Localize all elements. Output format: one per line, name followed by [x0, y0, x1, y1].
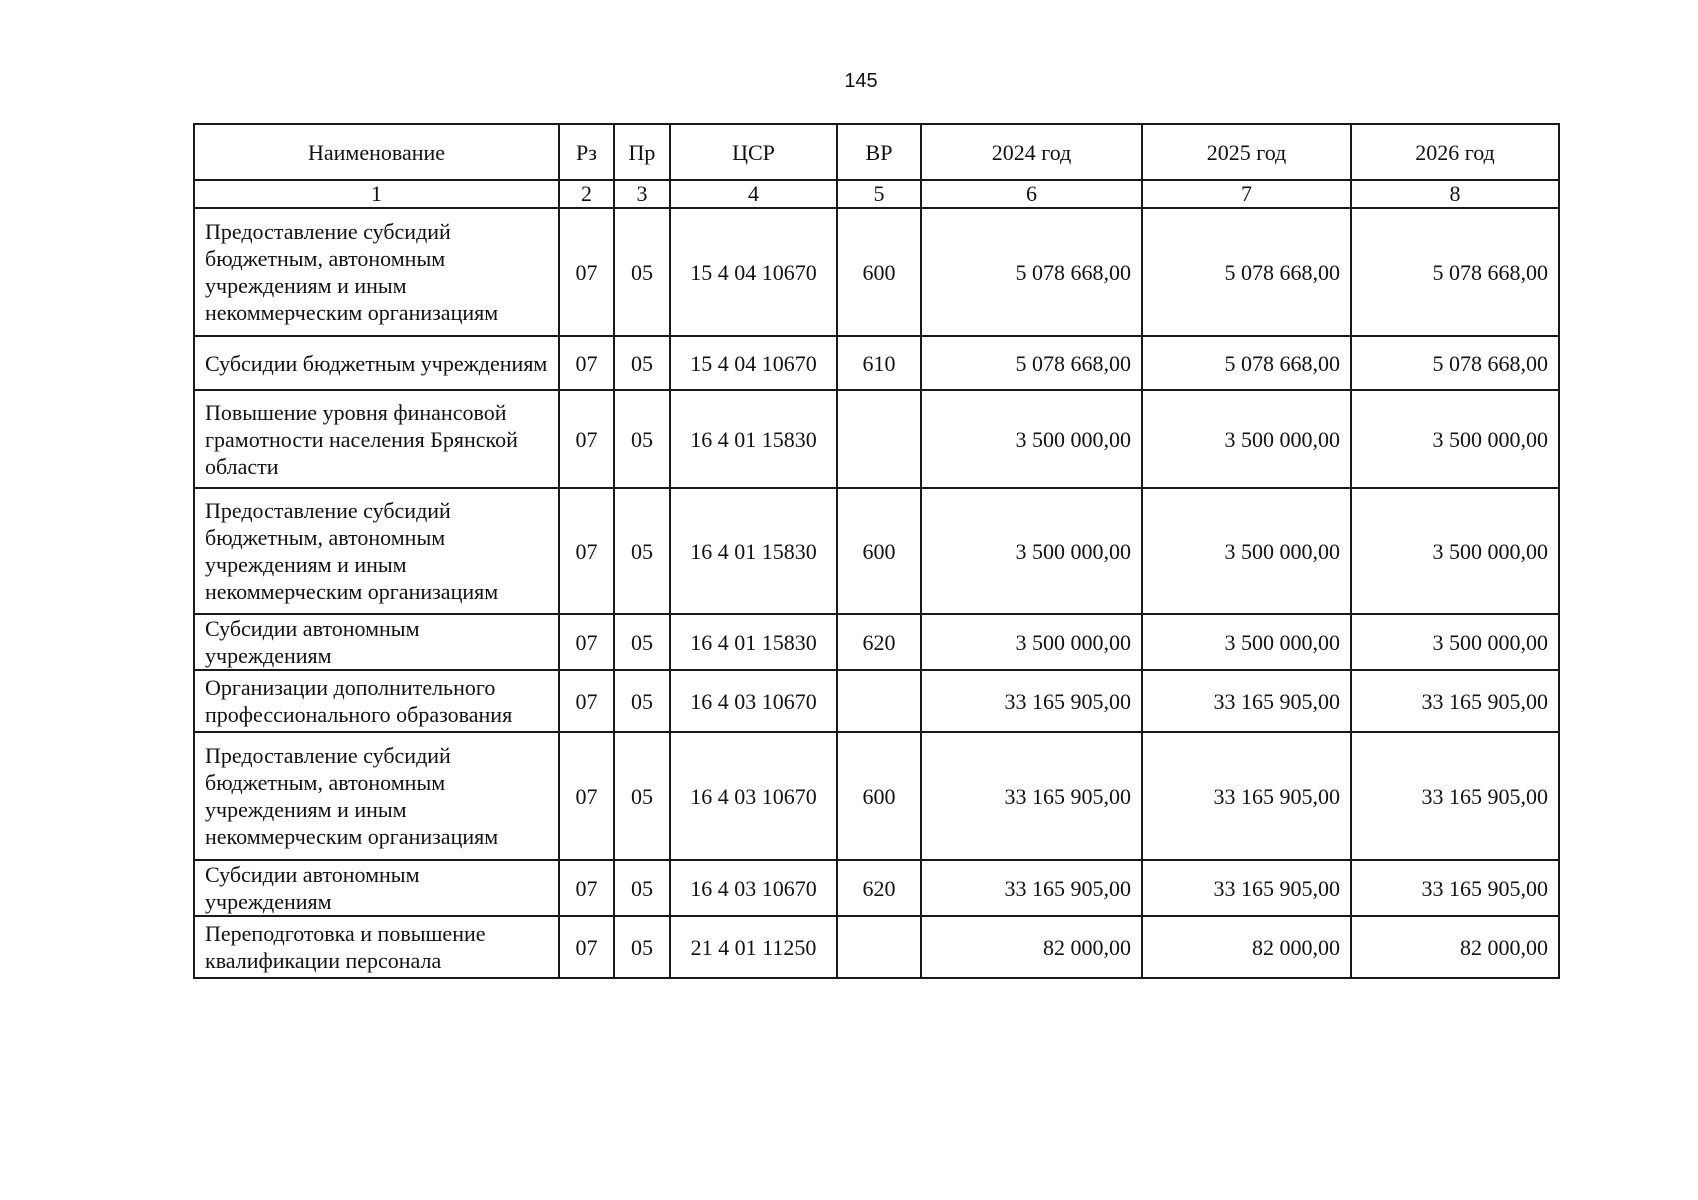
page-number: 145 [844, 70, 878, 92]
row-amount-2026: 82 000,00 [1351, 916, 1559, 978]
row-vr: 620 [837, 860, 921, 916]
row-csr: 21 4 01 11250 [670, 916, 837, 978]
row-amount-2026: 5 078 668,00 [1351, 208, 1559, 336]
row-name: Предоставление субсидий бюджетным, автономным учреждениям и иным некоммерческим организациям [194, 732, 559, 860]
row-vr: 600 [837, 732, 921, 860]
table-row [194, 670, 1559, 732]
row-rz: 07 [559, 336, 614, 390]
row-amount-2024: 3 500 000,00 [921, 390, 1142, 488]
row-name: Организации дополнительного профессионального образования [194, 670, 559, 732]
row-vr: 620 [837, 614, 921, 670]
header-vr: ВР [837, 124, 921, 180]
row-rz: 07 [559, 614, 614, 670]
row-amount-2026: 33 165 905,00 [1351, 860, 1559, 916]
row-pr: 05 [614, 614, 670, 670]
row-amount-2024: 33 165 905,00 [921, 860, 1142, 916]
row-amount-2024: 5 078 668,00 [921, 208, 1142, 336]
row-rz: 07 [559, 670, 614, 732]
row-csr: 16 4 03 10670 [670, 860, 837, 916]
row-amount-2024: 33 165 905,00 [921, 670, 1142, 732]
row-amount-2024: 33 165 905,00 [921, 732, 1142, 860]
row-csr: 15 4 04 10670 [670, 208, 837, 336]
header-rz: Рз [559, 124, 614, 180]
table-row [194, 732, 1559, 860]
row-amount-2025: 33 165 905,00 [1142, 732, 1351, 860]
row-name: Предоставление субсидий бюджетным, автономным учреждениям и иным некоммерческим организациям [194, 488, 559, 614]
row-amount-2024: 3 500 000,00 [921, 488, 1142, 614]
row-name: Субсидии автономным учреждениям [194, 860, 559, 916]
row-vr [837, 390, 921, 488]
header-row [194, 124, 1559, 180]
column-number: 4 [670, 180, 837, 208]
column-number: 7 [1142, 180, 1351, 208]
row-amount-2025: 33 165 905,00 [1142, 860, 1351, 916]
row-amount-2026: 5 078 668,00 [1351, 336, 1559, 390]
row-rz: 07 [559, 488, 614, 614]
row-pr: 05 [614, 860, 670, 916]
column-number-row [194, 180, 1559, 208]
table-row [194, 916, 1559, 978]
header-csr: ЦСР [670, 124, 837, 180]
table-row [194, 390, 1559, 488]
row-name: Субсидии автономным учреждениям [194, 614, 559, 670]
row-amount-2025: 5 078 668,00 [1142, 336, 1351, 390]
row-name: Повышение уровня финансовой грамотности населения Брянской области [194, 390, 559, 488]
row-rz: 07 [559, 916, 614, 978]
row-csr: 16 4 01 15830 [670, 614, 837, 670]
row-rz: 07 [559, 390, 614, 488]
row-amount-2026: 3 500 000,00 [1351, 614, 1559, 670]
column-number: 6 [921, 180, 1142, 208]
row-pr: 05 [614, 336, 670, 390]
row-amount-2024: 3 500 000,00 [921, 614, 1142, 670]
row-vr: 600 [837, 488, 921, 614]
row-csr: 16 4 03 10670 [670, 670, 837, 732]
row-amount-2025: 33 165 905,00 [1142, 670, 1351, 732]
table-row [194, 614, 1559, 670]
row-pr: 05 [614, 208, 670, 336]
row-vr [837, 916, 921, 978]
row-pr: 05 [614, 390, 670, 488]
row-csr: 16 4 03 10670 [670, 732, 837, 860]
row-pr: 05 [614, 916, 670, 978]
row-rz: 07 [559, 208, 614, 336]
row-vr: 610 [837, 336, 921, 390]
header-2024: 2024 год [921, 124, 1142, 180]
header-2026: 2026 год [1351, 124, 1559, 180]
header-name: Наименование [194, 124, 559, 180]
row-pr: 05 [614, 488, 670, 614]
row-pr: 05 [614, 670, 670, 732]
row-amount-2025: 3 500 000,00 [1142, 614, 1351, 670]
row-amount-2025: 3 500 000,00 [1142, 488, 1351, 614]
column-number: 5 [837, 180, 921, 208]
column-number: 2 [559, 180, 614, 208]
row-csr: 16 4 01 15830 [670, 390, 837, 488]
row-amount-2026: 3 500 000,00 [1351, 390, 1559, 488]
row-amount-2024: 5 078 668,00 [921, 336, 1142, 390]
row-name: Субсидии бюджетным учреждениям [194, 336, 559, 390]
budget-table [193, 123, 1560, 979]
row-rz: 07 [559, 732, 614, 860]
row-amount-2026: 33 165 905,00 [1351, 732, 1559, 860]
row-vr [837, 670, 921, 732]
column-number: 1 [194, 180, 559, 208]
row-amount-2026: 3 500 000,00 [1351, 488, 1559, 614]
row-csr: 15 4 04 10670 [670, 336, 837, 390]
row-csr: 16 4 01 15830 [670, 488, 837, 614]
row-amount-2026: 33 165 905,00 [1351, 670, 1559, 732]
row-amount-2025: 3 500 000,00 [1142, 390, 1351, 488]
row-vr: 600 [837, 208, 921, 336]
row-amount-2025: 5 078 668,00 [1142, 208, 1351, 336]
row-amount-2025: 82 000,00 [1142, 916, 1351, 978]
row-name: Предоставление субсидий бюджетным, автономным учреждениям и иным некоммерческим организациям [194, 208, 559, 336]
header-2025: 2025 год [1142, 124, 1351, 180]
header-pr: Пр [614, 124, 670, 180]
table-row [194, 208, 1559, 336]
row-amount-2024: 82 000,00 [921, 916, 1142, 978]
row-name: Переподготовка и повышение квалификации персонала [194, 916, 559, 978]
table-row [194, 860, 1559, 916]
row-pr: 05 [614, 732, 670, 860]
table-row [194, 488, 1559, 614]
column-number: 8 [1351, 180, 1559, 208]
column-number: 3 [614, 180, 670, 208]
table-row [194, 336, 1559, 390]
row-rz: 07 [559, 860, 614, 916]
